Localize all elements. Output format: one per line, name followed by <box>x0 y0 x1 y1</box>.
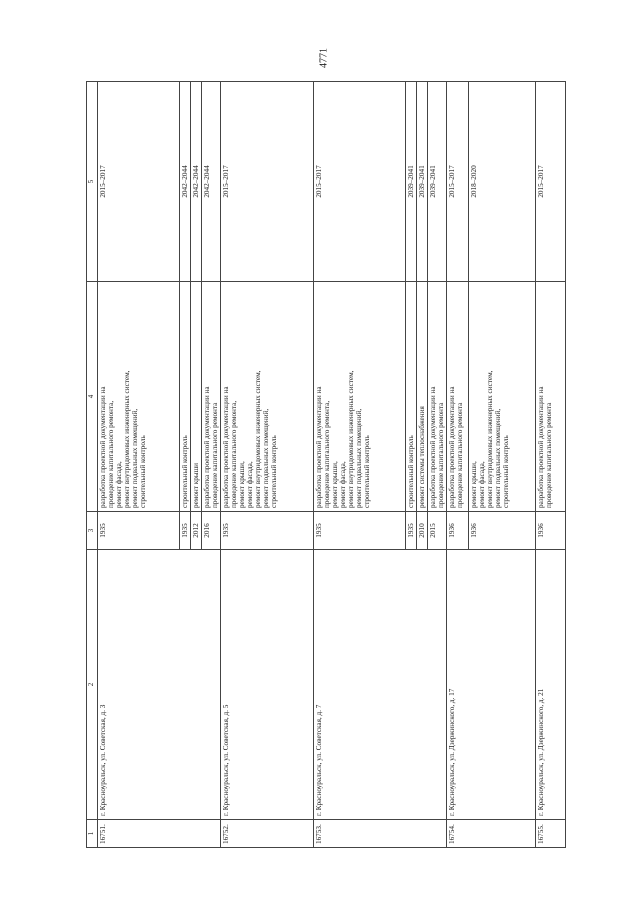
header-cell: 3 <box>87 512 98 550</box>
works-cell <box>536 282 566 512</box>
work-item: проведение капитального ремонта <box>545 402 553 508</box>
work-item: ремонт фасада, <box>339 461 347 508</box>
period-cell: 2015–2017 <box>536 82 566 282</box>
work-item: проведение капитального ремонта <box>456 402 464 508</box>
year-cell: 1936 <box>447 512 469 550</box>
work-item: разработка проектной документации на <box>203 386 211 508</box>
work-item: ремонт подвальных помещений, <box>355 408 363 508</box>
work-item: ремонт фасада, <box>478 461 486 508</box>
work-item: ремонт внутридомовых инженерных систем, <box>123 370 131 508</box>
work-item: ремонт фасада, <box>115 461 123 508</box>
page-number <box>314 38 334 78</box>
period-cell: 2015–2017 <box>314 82 406 282</box>
work-item: ремонт фасада, <box>246 461 254 508</box>
work-item: проведение капитального ремонта, <box>323 400 331 508</box>
work-item: строительный контроль <box>139 435 147 508</box>
year-cell: 2012 <box>191 512 202 550</box>
work-item: разработка проектной документации на <box>429 386 437 508</box>
period-cell: 2042–2044 <box>180 82 191 282</box>
works-cell <box>98 282 180 512</box>
work-item: ремонт подвальных помещений, <box>262 408 270 508</box>
work-item: ремонт крыши <box>192 462 200 508</box>
work-item: ремонт крыши, <box>470 461 478 508</box>
work-item: проведение капитального ремонта <box>437 402 445 508</box>
period-cell: 2039–2041 <box>428 82 447 282</box>
table-row <box>314 82 406 848</box>
work-item: разработка проектной документации на <box>222 386 230 508</box>
works-cell <box>406 282 417 512</box>
header-cell: 2 <box>87 550 98 820</box>
year-cell: 1935 <box>98 512 180 550</box>
year-cell: 1935 <box>314 512 406 550</box>
period-cell: 2039–2041 <box>417 82 428 282</box>
work-item: разработка проектной документации на <box>315 386 323 508</box>
row-number: 16753. <box>314 820 447 848</box>
work-item: строительный контроль <box>363 435 371 508</box>
row-number: 16755. <box>536 820 566 848</box>
work-item: разработка проектной документации на <box>448 386 456 508</box>
year-cell: 1935 <box>221 512 314 550</box>
row-number: 16751. <box>98 820 221 848</box>
address-cell: г. Красноуральск, ул. Дзержинского, д. 17 <box>447 550 536 820</box>
year-cell: 2015 <box>428 512 447 550</box>
works-cell <box>428 282 447 512</box>
work-item: ремонт подвальных помещений, <box>494 408 502 508</box>
works-cell <box>469 282 536 512</box>
works-cell <box>180 282 191 512</box>
period-cell: 2039–2041 <box>406 82 417 282</box>
work-item: ремонт крыши, <box>331 461 339 508</box>
table-rotated <box>86 82 566 848</box>
works-cell <box>221 282 314 512</box>
table-wrapper <box>86 82 566 848</box>
period-cell: 2042–2044 <box>202 82 221 282</box>
header-row <box>87 82 98 848</box>
work-item: ремонт системы теплоснабжения <box>418 406 426 508</box>
table-row <box>536 82 566 848</box>
work-item: ремонт внутридомовых инженерных систем, <box>486 370 494 508</box>
header-cell: 5 <box>87 82 98 282</box>
work-item: строительный контроль <box>181 435 189 508</box>
work-item: проведение капитального ремонта <box>211 402 219 508</box>
period-cell: 2015–2017 <box>447 82 469 282</box>
works-cell <box>314 282 406 512</box>
row-number: 16754. <box>447 820 536 848</box>
work-item: разработка проектной документации на <box>99 386 107 508</box>
works-cell <box>447 282 469 512</box>
address-cell: г. Красноуральск, ул. Советская, д. 7 <box>314 550 447 820</box>
period-cell: 2018–2020 <box>469 82 536 282</box>
year-cell: 2016 <box>202 512 221 550</box>
year-cell: 1936 <box>536 512 566 550</box>
address-cell: г. Красноуральск, ул. Советская, д. 3 <box>98 550 221 820</box>
works-cell <box>417 282 428 512</box>
work-item: ремонт внутридомовых инженерных систем, <box>347 370 355 508</box>
table-row <box>447 82 469 848</box>
work-item: проведение капитального ремонта, <box>107 400 115 508</box>
period-cell: 2015–2017 <box>221 82 314 282</box>
year-cell: 2010 <box>417 512 428 550</box>
work-item: строительный контроль <box>407 435 415 508</box>
table-row <box>98 82 180 848</box>
address-cell: г. Красноуральск, ул. Советская, д. 5 <box>221 550 314 820</box>
works-cell <box>191 282 202 512</box>
address-cell: г. Красноуральск, ул. Дзержинского, д. 21 <box>536 550 566 820</box>
header-cell: 4 <box>87 282 98 512</box>
work-item: строительный контроль <box>502 435 510 508</box>
row-number: 16752. <box>221 820 314 848</box>
year-cell: 1936 <box>469 512 536 550</box>
work-item: проведение капитального ремонта, <box>230 400 238 508</box>
work-item: ремонт внутридомовых инженерных систем, <box>254 370 262 508</box>
period-cell: 2042–2044 <box>191 82 202 282</box>
page-number-text: 4771 <box>318 48 330 68</box>
year-cell: 1935 <box>406 512 417 550</box>
work-item: ремонт подвальных помещений, <box>131 408 139 508</box>
work-item: разработка проектной документации на <box>537 386 545 508</box>
work-item: ремонт крыши, <box>238 461 246 508</box>
table-row <box>221 82 314 848</box>
period-cell: 2015–2017 <box>98 82 180 282</box>
year-cell: 1935 <box>180 512 191 550</box>
header-cell: 1 <box>87 820 98 848</box>
works-cell <box>202 282 221 512</box>
repair-schedule-table <box>86 81 566 848</box>
work-item: строительный контроль <box>270 435 278 508</box>
